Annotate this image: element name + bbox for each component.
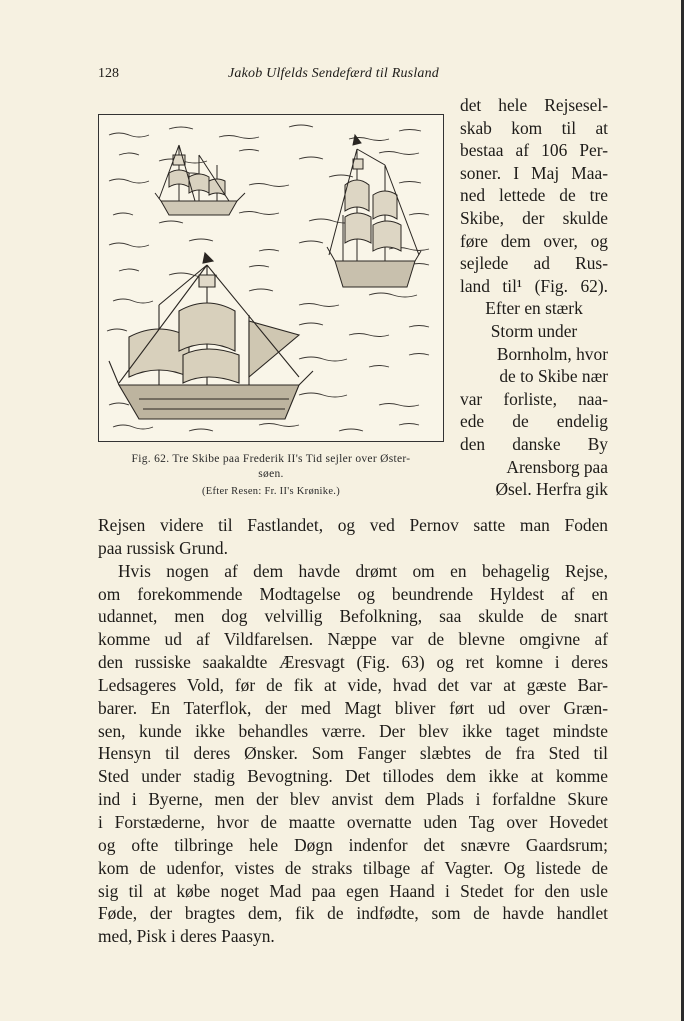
text-line: om forekommende Modtagelse og beundrende Hyldest af en xyxy=(98,583,608,604)
text-line: sig til at købe noget Mad paa egen Haand i Stedet for den usle xyxy=(98,880,608,901)
text-line: det hele Rejsesel- xyxy=(460,95,608,115)
caption-line: søen. xyxy=(258,468,284,480)
text-line: Bornholm, hvor xyxy=(496,343,608,364)
text-line: ind i Byerne, men der blev anvist dem Plads i forfaldne Skure xyxy=(98,789,608,810)
text-line: Hvis nogen af dem havde drømt om en behagelig Rejse, xyxy=(118,560,608,581)
text-line: føre dem over, og xyxy=(460,230,608,251)
ship-medium xyxy=(327,135,421,287)
main-body-text xyxy=(98,514,608,948)
text-line: komme ud af Vildfarelsen. Næppe var de blevne omgivne af xyxy=(98,629,608,650)
caption-source: (Efter Resen: Fr. II's Krønike.) xyxy=(201,486,341,497)
ships-illustration xyxy=(98,114,444,442)
text-line: ned lettede de tre xyxy=(460,185,608,206)
text-line: skab kom til at xyxy=(460,117,608,138)
text-line: med, Pisk i deres Paasyn. xyxy=(98,926,275,947)
text-line: ede de endelig xyxy=(460,411,608,432)
page-header xyxy=(98,66,608,86)
text-line: sejlede ad Rus- xyxy=(460,253,608,274)
text-line: bestaa af 106 Per- xyxy=(460,140,608,161)
text-line: soner. I Maj Maa- xyxy=(460,162,608,183)
figure-caption xyxy=(98,452,444,499)
text-line: Ledsageres Vold, før de fik at vide, hvad det var at gæste Bar- xyxy=(98,674,608,695)
text-line: Øsel. Herfra gik xyxy=(495,479,608,500)
ship-large xyxy=(109,253,313,419)
page-number: 128 xyxy=(98,66,119,81)
running-title: Jakob Ulfelds Sendefærd til Rusland xyxy=(228,66,440,81)
text-line: var forliste, naa- xyxy=(460,388,608,409)
text-line: paa russisk Grund. xyxy=(98,537,228,558)
text-line: Efter en stærk xyxy=(485,298,583,319)
text-line: kom de udenfor, vistes de straks tilbage af Vagter. Og listede de xyxy=(98,857,608,878)
text-line: Hensyn til deres Ønsker. Som Fanger slæbtes de fra Sted til xyxy=(98,743,608,764)
side-column-text xyxy=(460,94,608,501)
text-line: sen, kunde ikke behandles værre. Der blev ikke taget mindste xyxy=(98,720,608,741)
ships-engraving xyxy=(99,115,443,441)
text-line: udannet, men dog velvillig Befolkning, saa skulde de snart xyxy=(98,606,608,627)
caption-line: Fig. 62. Tre Skibe paa Frederik II's Tid sejler over Øster- xyxy=(131,453,411,465)
text-line: land til¹ (Fig. 62). xyxy=(460,275,608,296)
text-line: Føde, der bragtes dem, fik de indfødte, som de havde handlet xyxy=(98,903,608,924)
text-line: Skibe, der skulde xyxy=(460,207,608,228)
text-line: og ofte tilbringe hele Døgn indenfor det snævre Gaardsrum; xyxy=(98,834,608,855)
figure-62 xyxy=(98,114,444,499)
text-line: den danske By xyxy=(460,433,608,454)
text-line: Rejsen videre til Fastlandet, og ved Pernov satte man Foden xyxy=(98,515,608,535)
ship-small xyxy=(155,145,245,215)
text-line: Storm under xyxy=(490,320,578,341)
text-line: Sted under stadig Bevogtning. Det tillodes dem ikke at komme xyxy=(98,766,608,787)
text-line: den russiske saakaldte Æresvagt (Fig. 63) og ret komne i deres xyxy=(98,652,608,673)
text-line: de to Skibe nær xyxy=(499,366,608,387)
text-line: barer. En Taterflok, der med Magt bliver ført ud over Græn- xyxy=(98,697,608,718)
text-line: i Forstæderne, hvor de maatte overnatte uden Tag over Hovedet xyxy=(98,811,608,832)
text-line: Arensborg paa xyxy=(506,456,608,477)
